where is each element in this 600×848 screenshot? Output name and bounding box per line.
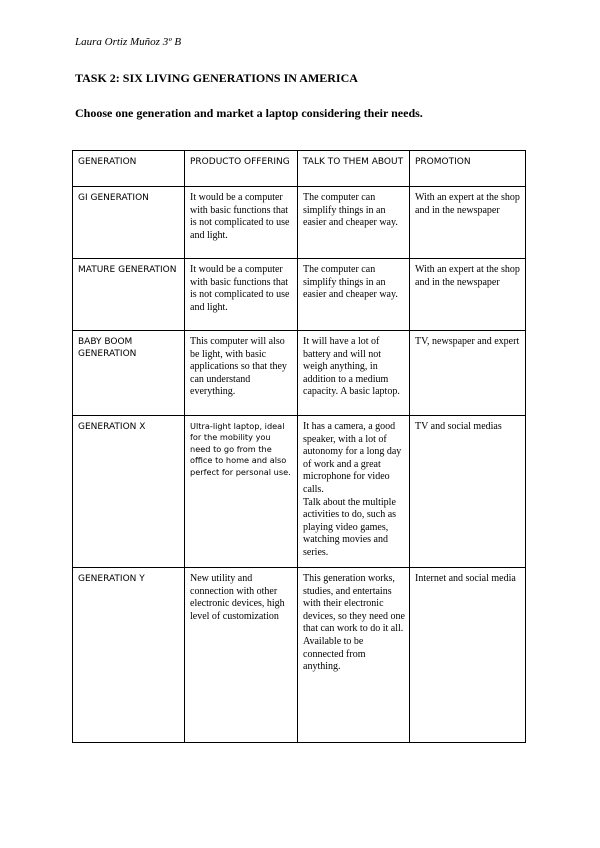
cell-generation: GI GENERATION (73, 187, 185, 259)
table-row (73, 259, 526, 331)
cell-talk: The computer can simplify things in an easier and cheaper way. (298, 187, 410, 259)
cell-product: New utility and connection with other electronic devices, high level of customization (185, 568, 298, 743)
table-row (73, 568, 526, 743)
cell-product: Ultra-light laptop, ideal for the mobility you need to go from the office to home and also perfect for personal use. (185, 416, 298, 568)
column-header-promotion: PROMOTION (410, 151, 526, 187)
cell-promotion: TV and social medias (410, 416, 526, 568)
cell-talk: The computer can simplify things in an easier and cheaper way. (298, 259, 410, 331)
generations-table (72, 150, 526, 743)
cell-generation: GENERATION Y (73, 568, 185, 743)
cell-product: This computer will also be light, with basic applications so that they can understand everything. (185, 331, 298, 416)
cell-promotion: With an expert at the shop and in the newspaper (410, 187, 526, 259)
cell-talk: It will have a lot of battery and will not weigh anything, in addition to a medium capacity. A basic laptop. (298, 331, 410, 416)
cell-promotion: Internet and social media (410, 568, 526, 743)
cell-promotion: TV, newspaper and expert (410, 331, 526, 416)
cell-product: It would be a computer with basic functions that is not complicated to use and light. (185, 187, 298, 259)
cell-talk: It has a camera, a good speaker, with a lot of autonomy for a long day of work and a great microphone for video calls. Talk about the multiple activities to do, such as playing video games, watching movies and series. (298, 416, 410, 568)
cell-talk: This generation works, studies, and entertains with their electronic devices, so they need one that can work to do it all. Available to be connected from anything. (298, 568, 410, 743)
table-header-row (73, 151, 526, 187)
table-row (73, 187, 526, 259)
cell-promotion: With an expert at the shop and in the newspaper (410, 259, 526, 331)
cell-generation: MATURE GENERATION (73, 259, 185, 331)
cell-product: It would be a computer with basic functions that is not complicated to use and light. (185, 259, 298, 331)
author-line: Laura Ortiz Muñoz 3º B (75, 36, 182, 48)
task-instruction: Choose one generation and market a laptop considering their needs. (75, 106, 423, 120)
cell-generation: GENERATION X (73, 416, 185, 568)
column-header-product: PRODUCTO OFFERING (185, 151, 298, 187)
table-row (73, 331, 526, 416)
cell-generation: BABY BOOM GENERATION (73, 331, 185, 416)
column-header-talk: TALK TO THEM ABOUT (298, 151, 410, 187)
task-title: TASK 2: SIX LIVING GENERATIONS IN AMERICA (75, 71, 358, 85)
table-row (73, 416, 526, 568)
column-header-generation: GENERATION (73, 151, 185, 187)
